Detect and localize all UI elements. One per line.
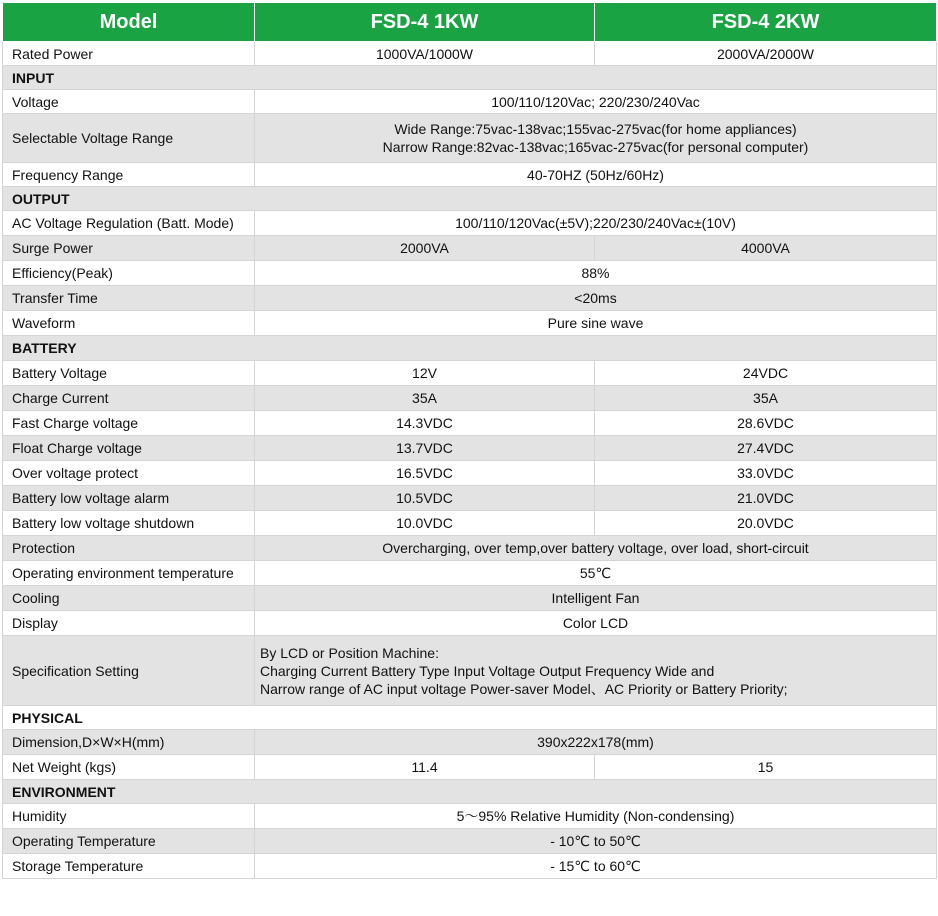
row-label: Storage Temperature: [3, 854, 255, 879]
narrow-range-text: Narrow Range:82vac-138vac;165vac-275vac(for personal computer): [382, 139, 809, 155]
row-label: Voltage: [3, 90, 255, 114]
cell-value: Color LCD: [255, 611, 937, 636]
row-label: Dimension,D×W×H(mm): [3, 730, 255, 755]
cell-1kw: 13.7VDC: [255, 436, 595, 461]
row-label: Over voltage protect: [3, 461, 255, 486]
cell-2kw: 15: [595, 755, 937, 780]
spec-table: [2, 2, 937, 879]
row-label: Fast Charge voltage: [3, 411, 255, 436]
row-label: Protection: [3, 536, 255, 561]
row-label: Waveform: [3, 311, 255, 336]
section-input: INPUT: [3, 66, 937, 90]
row-label: Display: [3, 611, 255, 636]
cell-value: Pure sine wave: [255, 311, 937, 336]
row-label: Cooling: [3, 586, 255, 611]
row-label: Efficiency(Peak): [3, 261, 255, 286]
row-label: AC Voltage Regulation (Batt. Mode): [3, 211, 255, 236]
row-label: Net Weight (kgs): [3, 755, 255, 780]
row-label: Battery low voltage alarm: [3, 486, 255, 511]
table-row: [3, 561, 937, 586]
section-output: OUTPUT: [3, 187, 937, 211]
row-label: Float Charge voltage: [3, 436, 255, 461]
cell-value: [255, 636, 937, 706]
table-row: [3, 804, 937, 829]
cell-1kw: 14.3VDC: [255, 411, 595, 436]
cell-value: Intelligent Fan: [255, 586, 937, 611]
table-row: [3, 114, 937, 163]
cell-1kw: 11.4: [255, 755, 595, 780]
row-label: Surge Power: [3, 236, 255, 261]
cell-1kw: 10.0VDC: [255, 511, 595, 536]
cell-value: 100/110/120Vac; 220/230/240Vac: [255, 90, 937, 114]
cell-2kw: 20.0VDC: [595, 511, 937, 536]
cell-2kw: 2000VA/2000W: [595, 42, 937, 66]
header-row: [3, 3, 937, 42]
row-label: Humidity: [3, 804, 255, 829]
row-label: Transfer Time: [3, 286, 255, 311]
row-label: Charge Current: [3, 386, 255, 411]
cell-2kw: 35A: [595, 386, 937, 411]
table-row: [3, 854, 937, 879]
row-label: Battery low voltage shutdown: [3, 511, 255, 536]
table-row: [3, 730, 937, 755]
section-environment: ENVIRONMENT: [3, 780, 937, 804]
row-label: Operating environment temperature: [3, 561, 255, 586]
section-row: [3, 706, 937, 730]
section-row: [3, 187, 937, 211]
cell-value: - 15℃ to 60℃: [255, 854, 937, 879]
table-row: [3, 611, 937, 636]
cell-value: 40-70HZ (50Hz/60Hz): [255, 163, 937, 187]
cell-1kw: 2000VA: [255, 236, 595, 261]
row-label: Specification Setting: [3, 636, 255, 706]
cell-value: 100/110/120Vac(±5V);220/230/240Vac±(10V): [255, 211, 937, 236]
cell-1kw: 35A: [255, 386, 595, 411]
cell-2kw: 27.4VDC: [595, 436, 937, 461]
row-label: Battery Voltage: [3, 361, 255, 386]
header-model: Model: [3, 3, 255, 42]
cell-value: Overcharging, over temp,over battery voltage, over load, short-circuit: [255, 536, 937, 561]
table-row: [3, 286, 937, 311]
table-row: [3, 90, 937, 114]
cell-2kw: 24VDC: [595, 361, 937, 386]
table-row: [3, 511, 937, 536]
table-row: [3, 829, 937, 854]
spec-setting-line: Narrow range of AC input voltage Power-saver Model、AC Priority or Battery Priority;: [260, 680, 788, 697]
table-row: [3, 236, 937, 261]
row-label: Selectable Voltage Range: [3, 114, 255, 163]
cell-value: 5～95% Relative Humidity (Non-condensing): [255, 804, 937, 829]
header-col1: FSD-4 1KW: [255, 3, 595, 42]
cell-value: [255, 114, 937, 163]
cell-1kw: 16.5VDC: [255, 461, 595, 486]
cell-value: 88%: [255, 261, 937, 286]
table-row: [3, 461, 937, 486]
header-col2: FSD-4 2KW: [595, 3, 937, 42]
table-row: [3, 536, 937, 561]
cell-value: - 10℃ to 50℃: [255, 829, 937, 854]
table-row: [3, 211, 937, 236]
table-row: [3, 163, 937, 187]
section-battery: BATTERY: [3, 336, 937, 361]
cell-1kw: 1000VA/1000W: [255, 42, 595, 66]
row-label: Frequency Range: [3, 163, 255, 187]
table-row: [3, 361, 937, 386]
table-row: [3, 436, 937, 461]
row-label: Operating Temperature: [3, 829, 255, 854]
table-row: [3, 586, 937, 611]
spec-setting-line: By LCD or Position Machine:: [260, 644, 439, 661]
cell-1kw: 10.5VDC: [255, 486, 595, 511]
table-row: [3, 261, 937, 286]
section-row: [3, 336, 937, 361]
table-row: [3, 486, 937, 511]
table-row: [3, 311, 937, 336]
section-row: [3, 66, 937, 90]
cell-2kw: 33.0VDC: [595, 461, 937, 486]
row-label: Rated Power: [3, 42, 255, 66]
table-row: [3, 411, 937, 436]
cell-value: 55℃: [255, 561, 937, 586]
cell-1kw: 12V: [255, 361, 595, 386]
cell-2kw: 4000VA: [595, 236, 937, 261]
table-row: [3, 755, 937, 780]
table-row: [3, 42, 937, 66]
wide-range-text: Wide Range:75vac-138vac;155vac-275vac(for home appliances): [394, 121, 797, 137]
cell-value: <20ms: [255, 286, 937, 311]
table-row: [3, 636, 937, 706]
cell-2kw: 21.0VDC: [595, 486, 937, 511]
spec-setting-line: Charging Current Battery Type Input Voltage Output Frequency Wide and: [260, 662, 715, 679]
table-row: [3, 386, 937, 411]
cell-value: 390x222x178(mm): [255, 730, 937, 755]
section-physical: PHYSICAL: [3, 706, 937, 730]
cell-2kw: 28.6VDC: [595, 411, 937, 436]
section-row: [3, 780, 937, 804]
